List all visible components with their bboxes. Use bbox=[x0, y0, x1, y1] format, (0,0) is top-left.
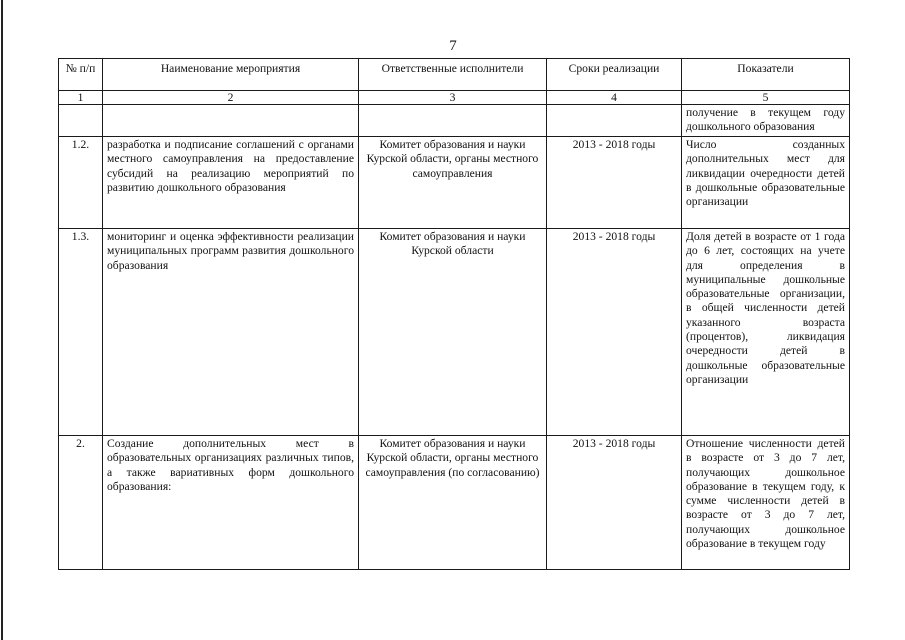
table-row bbox=[59, 137, 850, 229]
row-executors: Комитет образования и науки Курской области bbox=[359, 229, 547, 436]
row-executors: Комитет образования и науки Курской области, органы местного самоуправления (по согласованию) bbox=[359, 436, 547, 570]
row-number bbox=[59, 105, 103, 137]
column-number: 4 bbox=[547, 91, 682, 105]
header-executors: Ответственные исполнители bbox=[359, 59, 547, 91]
header-measure-name: Наименование мероприятия bbox=[103, 59, 359, 91]
row-indicators: получение в текущем году дошкольного образования bbox=[682, 105, 850, 137]
header-period: Сроки реализации bbox=[547, 59, 682, 91]
column-number: 5 bbox=[682, 91, 850, 105]
row-period: 2013 - 2018 годы bbox=[547, 137, 682, 229]
page-number: 7 bbox=[449, 38, 457, 54]
header-row bbox=[59, 59, 850, 91]
row-number: 1.3. bbox=[59, 229, 103, 436]
row-indicators: Отношение численности детей в возрасте от 3 до 7 лет, получающих дошкольное образование в текущем году, к сумме численности детей в возрасте от 3 до 7 лет, получающих дошкольное образование в текущем году bbox=[682, 436, 850, 570]
row-measure-name: Создание дополнительных мест в образовательных организациях различных типов, а также вариативных форм дошкольного образования: bbox=[103, 436, 359, 570]
row-period: 2013 - 2018 годы bbox=[547, 229, 682, 436]
header-number: № п/п bbox=[59, 59, 103, 91]
column-number: 1 bbox=[59, 91, 103, 105]
row-period: 2013 - 2018 годы bbox=[547, 436, 682, 570]
measures-table bbox=[58, 58, 850, 570]
row-measure-name: мониторинг и оценка эффективности реализации муниципальных программ развития дошкольного образования bbox=[103, 229, 359, 436]
row-number: 1.2. bbox=[59, 137, 103, 229]
row-executors bbox=[359, 105, 547, 137]
page-edge-rule bbox=[1, 0, 3, 640]
row-number: 2. bbox=[59, 436, 103, 570]
column-number: 2 bbox=[103, 91, 359, 105]
column-number-row bbox=[59, 91, 850, 105]
table-row bbox=[59, 229, 850, 436]
row-measure-name: разработка и подписание соглашений с органами местного самоуправления на предоставление субсидий на реализацию мероприятий по развитию дошкольного образования bbox=[103, 137, 359, 229]
row-measure-name bbox=[103, 105, 359, 137]
header-indicators: Показатели bbox=[682, 59, 850, 91]
row-period bbox=[547, 105, 682, 137]
row-executors: Комитет образования и науки Курской области, органы местного самоуправления bbox=[359, 137, 547, 229]
table-row bbox=[59, 436, 850, 570]
row-indicators: Число созданных дополнительных мест для ликвидации очередности детей в дошкольные образовательные организации bbox=[682, 137, 850, 229]
column-number: 3 bbox=[359, 91, 547, 105]
table-row bbox=[59, 105, 850, 137]
row-indicators: Доля детей в возрасте от 1 года до 6 лет, состоящих на учете для определения в муниципальные дошкольные образовательные организации, в общей численности детей указанного возраста (процентов), ликвидация очередности детей в дошкольные образовательные организации bbox=[682, 229, 850, 436]
